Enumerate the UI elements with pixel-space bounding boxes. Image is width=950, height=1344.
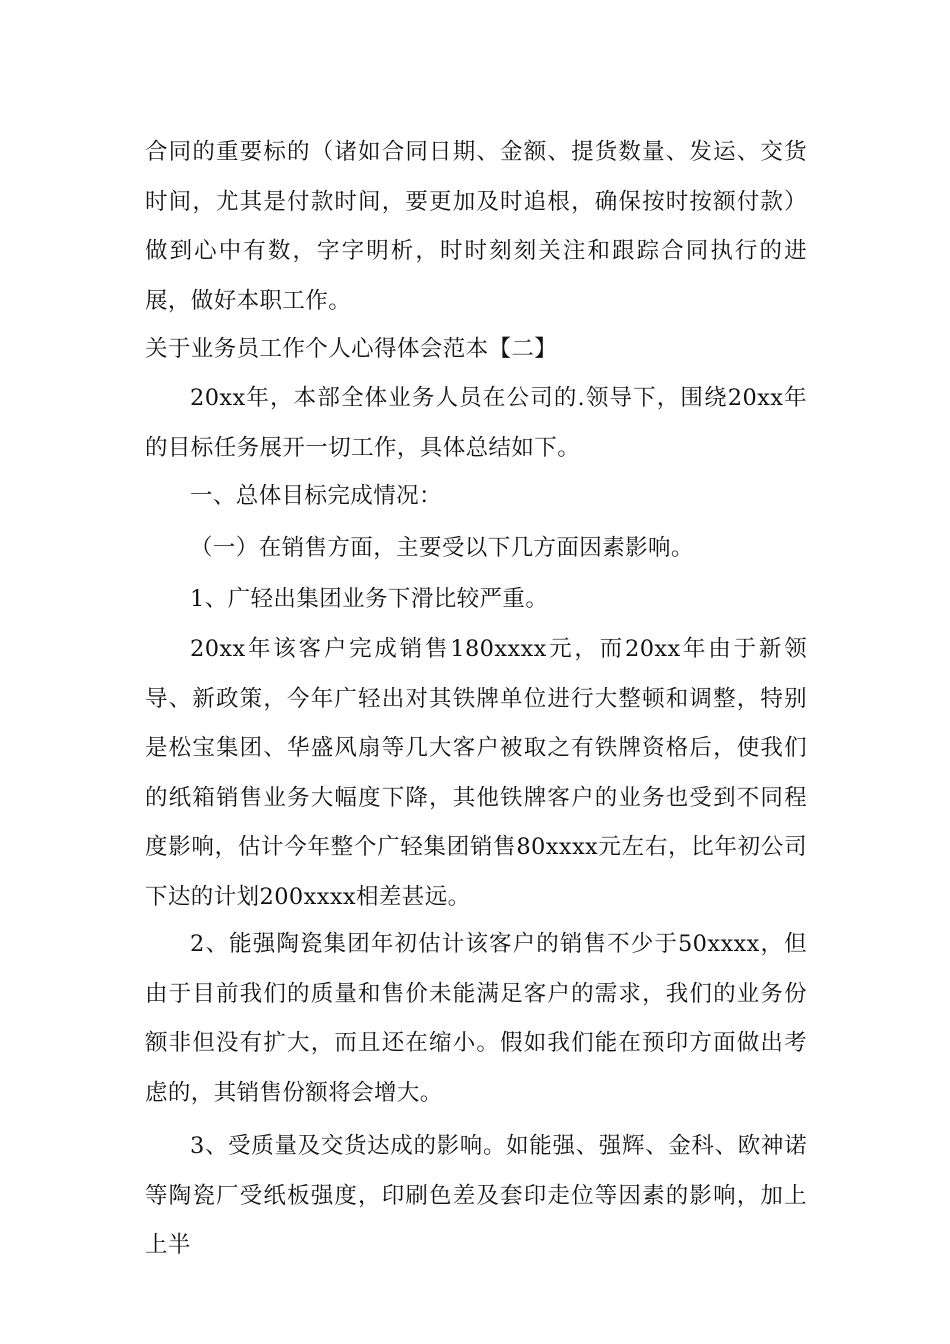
- paragraph-guangqing-details: [145, 625, 807, 922]
- subheading-goal-completion: [145, 472, 807, 522]
- list-item-3: [145, 1122, 807, 1271]
- paragraph-text: 2、能强陶瓷集团年初估计该客户的销售不少于50xxxx，但由于目前我们的质量和售价未能满足客户的需求，我们的业务份额非但没有扩大，而且还在缩小。假如我们能在预印方面做出考虑的，其销售份额将会增大。: [145, 931, 807, 1106]
- paragraph-text: 合同的重要标的（诸如合同日期、金额、提货数量、发运、交货时间，尤其是付款时间，要更加及时追根，确保按时按额付款）做到心中有数，字字明析，时时刻刻关注和跟踪合同执行的进展，做好本职工作。: [145, 139, 807, 314]
- paragraph-summary-intro: [145, 374, 807, 473]
- subheading-sales-factors: [145, 524, 807, 574]
- section-title: 关于业务员工作个人心得体会范本【二】: [145, 336, 558, 362]
- list-item-1-title: [145, 575, 807, 625]
- subheading-text: 一、总体目标完成情况：: [190, 483, 442, 509]
- list-item-2: [145, 920, 807, 1118]
- paragraph-text: 3、受质量及交货达成的影响。如能强、强辉、金科、欧神诺等陶瓷厂受纸板强度，印刷色差及套印走位等因素的影响，加上上半: [145, 1133, 807, 1258]
- paragraph-text: 20xx年该客户完成销售180xxxx元，而20xx年由于新领导、新政策，今年广轻出对其铁牌单位进行大整顿和调整，特别是松宝集团、华盛风扇等几大客户被取之有铁牌资格后，使我们的纸箱销售业务大幅度下降，其他铁牌客户的业务也受到不同程度影响，估计今年整个广轻集团销售80xxxx元左右，比年初公司下达的计划200xxxx相差甚远。: [145, 636, 807, 910]
- paragraph-text: 20xx年，本部全体业务人员在公司的.领导下，围绕20xx年的目标任务展开一切工作，具体总结如下。: [145, 385, 807, 461]
- section-heading: [145, 325, 807, 375]
- subheading-text: （一）在销售方面，主要受以下几方面因素影响。: [190, 535, 694, 561]
- list-item-text: 1、广轻出集团业务下滑比较严重。: [190, 586, 549, 612]
- paragraph-contract-details: [145, 128, 807, 326]
